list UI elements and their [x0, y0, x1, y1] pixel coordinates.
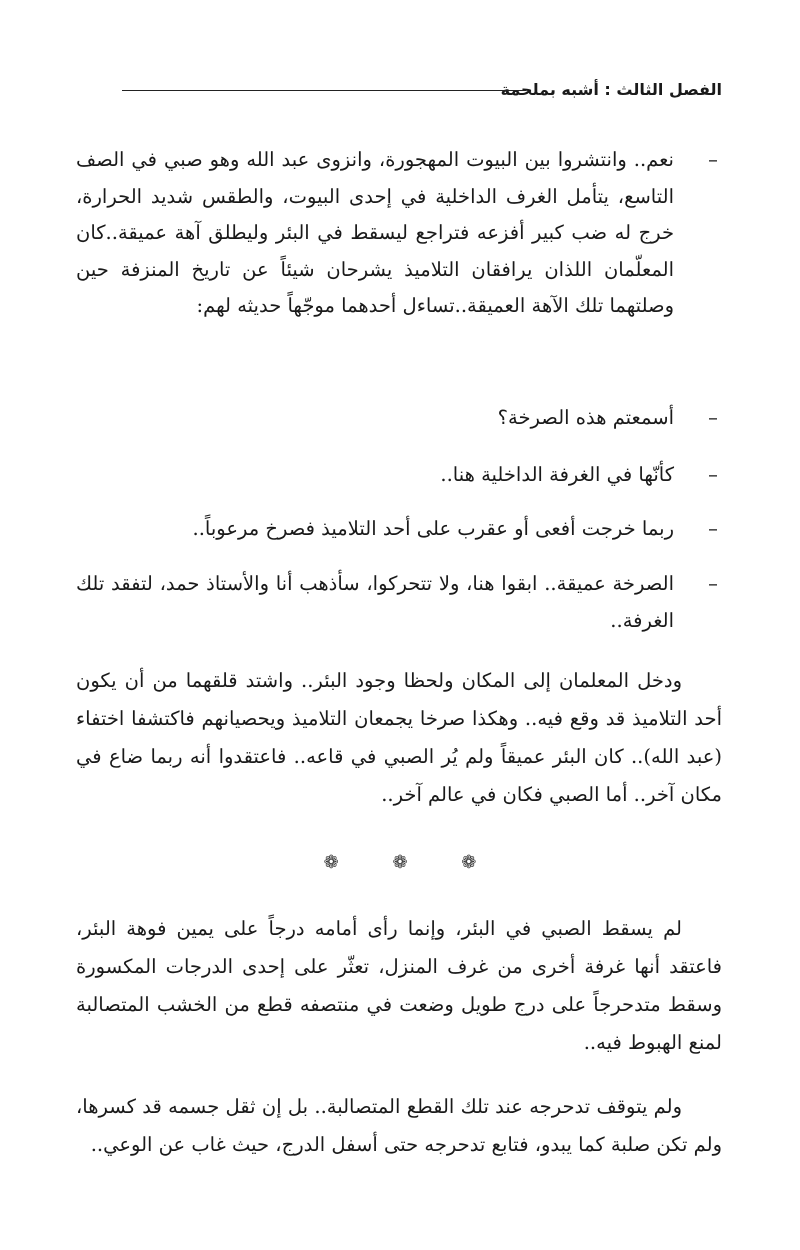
dialogue-dash: – — [708, 463, 718, 486]
dialogue-dash: – — [708, 406, 718, 429]
header-rule — [122, 90, 526, 91]
dialogue-dash: – — [708, 148, 718, 171]
dialogue-dash: – — [708, 517, 718, 540]
ornament-icon: ❁ — [323, 852, 339, 873]
dialogue-text: الصرخة عميقة.. ابقوا هنا، ولا تتحركوا، سأذهب أنا والأستاذ حمد، لتفقد تلك الغرفة.. — [76, 572, 674, 632]
dialogue-line — [76, 142, 722, 325]
chapter-title: الفصل الثالث : أشبه بملحمة — [500, 80, 722, 99]
ornament-icon: ❁ — [392, 852, 408, 873]
dialogue-line — [76, 566, 722, 639]
dialogue-text: أسمعتم هذه الصرخة؟ — [497, 406, 674, 429]
dialogue-text: كأنّها في الغرفة الداخلية هنا.. — [440, 463, 674, 486]
dialogue-dash: – — [708, 572, 718, 595]
dialogue-text: ربما خرجت أفعى أو عقرب على أحد التلاميذ فصرخ مرعوباً.. — [192, 517, 674, 540]
body-paragraph: ولم يتوقف تدحرجه عند تلك القطع المتصالبة.. بل إن ثقل جسمه قد كسرها، ولم تكن صلبة كما يبدو، فتابع تدحرجه حتى أسفل الدرج، حيث غاب عن الوعي.. — [76, 1095, 722, 1156]
dialogue-line — [76, 511, 722, 548]
body-paragraph: ودخل المعلمان إلى المكان ولحظا وجود البئر.. واشتد قلقهما من أن يكون أحد التلاميذ قد وقع فيه.. وهكذا صرخا يجمعان التلاميذ ويحصيانهم فاكتشفا اختفاء (عبد الله).. كان البئر عميقاً ولم يُر الصبي في قاعه.. فاعتقدوا أنه ربما ضاع في مكان آخر.. أما الصبي فكان في عالم آخر.. — [76, 669, 722, 806]
section-separator — [0, 848, 800, 878]
running-header — [60, 78, 722, 102]
dialogue-line — [76, 400, 722, 437]
dialogue-line — [76, 457, 722, 494]
dialogue-text: نعم.. وانتشروا بين البيوت المهجورة، وانزوى عبد الله وهو صبي في الصف التاسع، يتأمل الغرف الداخلية في إحدى البيوت، والطقس شديد الحرارة، خرج له ضب كبير أفزعه فتراجع ليسقط في البئر وليطلق آهة عميقة..كان المعلّمان اللذان يرافقان التلاميذ يشرحان شيئاً عن تاريخ المنزفة حين وصلتهما تلك الآهة العميقة..تساءل أحدهما موجّهاً حديثه لهم: — [76, 148, 674, 317]
body-paragraph: لم يسقط الصبي في البئر، وإنما رأى أمامه درجاً على يمين فوهة البئر، فاعتقد أنها غرفة أخرى من غرف المنزل، تعثّر على إحدى الدرجات المكسورة وسقط متدحرجاً على درج طويل وضعت في منتصفه قطع من الخشب المتصالبة لمنع الهبوط فيه.. — [76, 917, 722, 1054]
ornament-icon: ❁ — [461, 852, 477, 873]
